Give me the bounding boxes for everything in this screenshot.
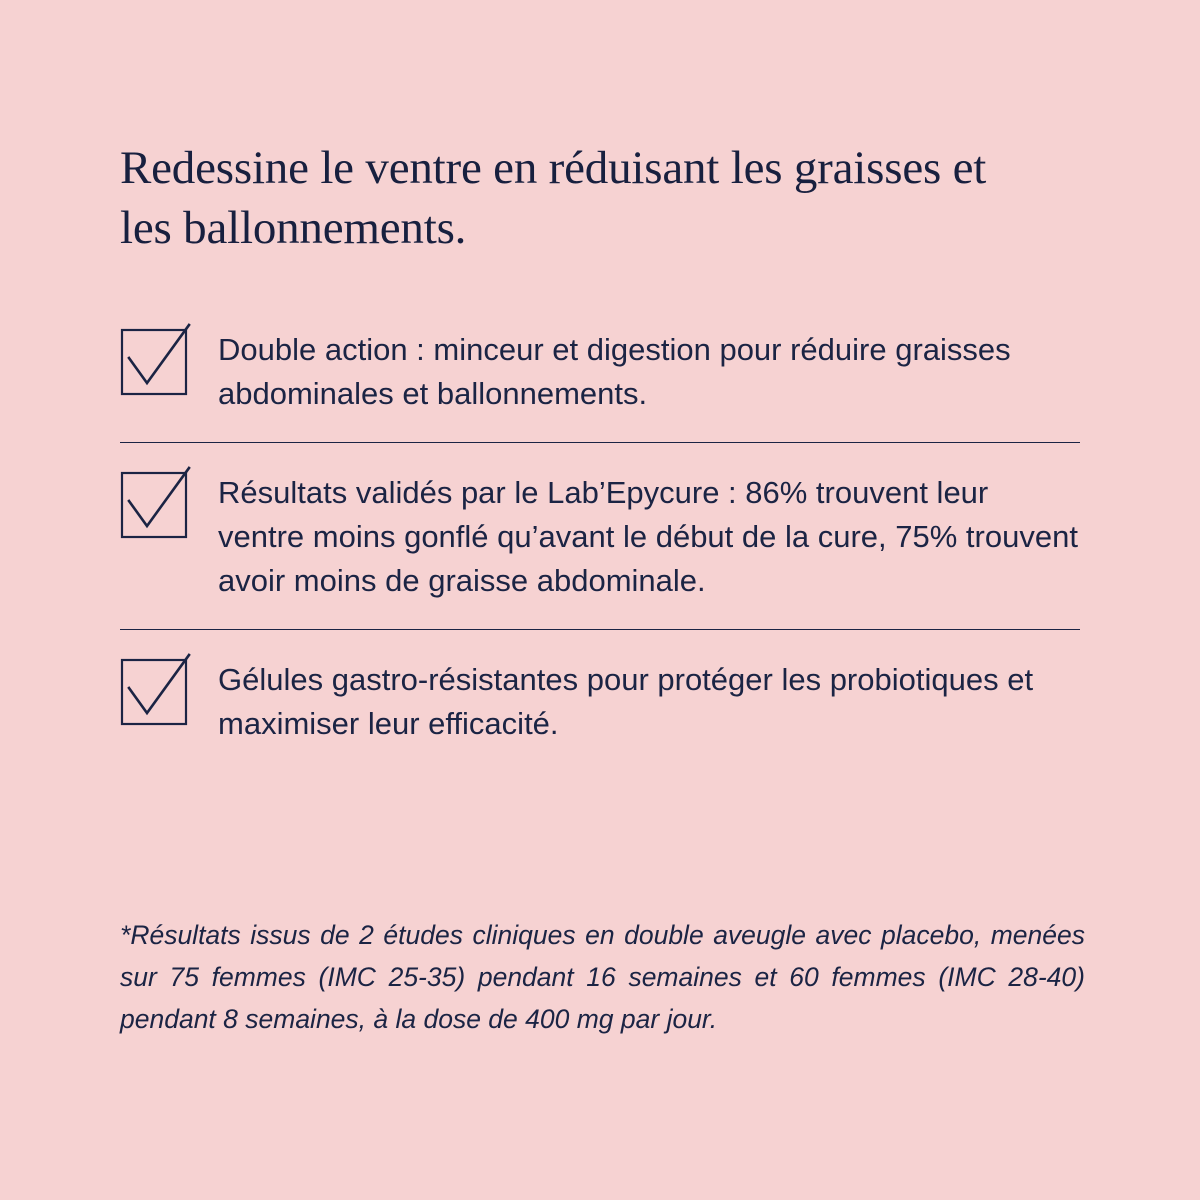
list-item-label: Double action : minceur et digestion pour réduire graisses abdominales et ballonnements. xyxy=(218,332,1011,412)
list-item xyxy=(120,629,1080,772)
list-item-label: Gélules gastro-résistantes pour protéger les probiotiques et maximiser leur efficacité. xyxy=(218,662,1034,742)
list-item xyxy=(120,442,1080,629)
checkmark-box-icon xyxy=(120,471,188,539)
page-title: Redessine le ventre en réduisant les graisses et les ballonnements. xyxy=(120,142,987,254)
feature-list xyxy=(120,300,1080,772)
list-item xyxy=(120,300,1080,442)
checkmark-box-icon xyxy=(120,658,188,726)
footnote-text: *Résultats issus de 2 études cliniques en double aveugle avec placebo, menées sur 75 femmes (IMC 25-35) pendant 16 semaines et 60 femmes (IMC 28-40) pendant 8 semaines, à la dose de 400 mg par jour. xyxy=(120,920,1085,1034)
checkmark-box-icon xyxy=(120,328,188,396)
list-item-label: Résultats validés par le Lab’Epycure : 86% trouvent leur ventre moins gonflé qu’avant le début de la cure, 75% trouvent avoir moins de graisse abdominale. xyxy=(218,475,1078,599)
